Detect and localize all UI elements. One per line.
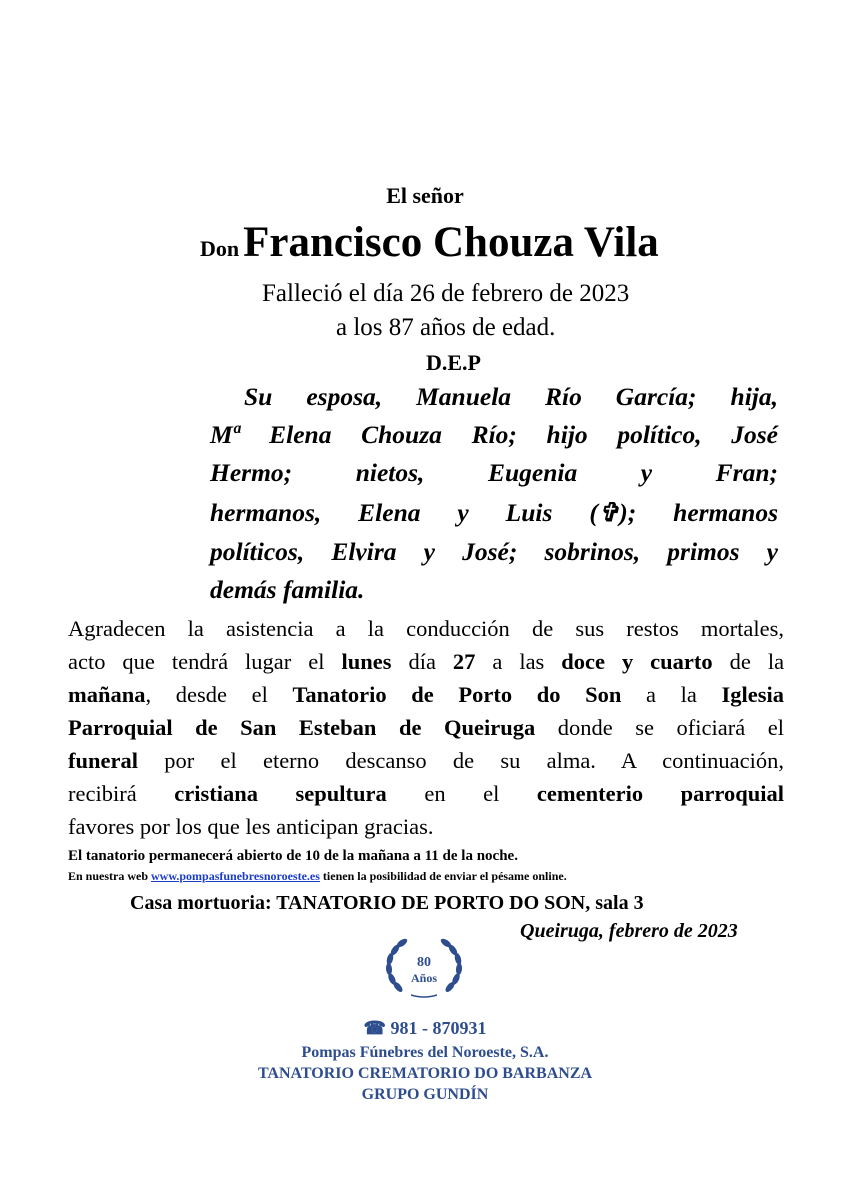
phone-number: ☎ 981 - 870931 [363, 1018, 487, 1038]
anniversary-logo [381, 937, 467, 1001]
company-name: Pompas Fúnebres del Noroeste, S.A. [301, 1044, 549, 1061]
body-line: funeral por el eterno descanso de su alma. A continuación, [68, 748, 785, 773]
title-prefix: Don [200, 236, 240, 261]
group-name: GRUPO GUNDÍN [361, 1086, 489, 1103]
deceased-name-line [200, 218, 800, 267]
deceased-name: Francisco Chouza Vila [243, 219, 659, 266]
web-note: En nuestra web www.pompasfunebresnoroeste.es tienen la posibilidad de enviar el pésame online. [68, 869, 567, 883]
dep-text: D.E.P [426, 350, 481, 375]
family-line: hermanos, Elena y Luis (✞); hermanos [210, 498, 778, 527]
family-line: demás familia. [210, 575, 365, 604]
family-line: Su esposa, Manuela Río García; hija, [244, 382, 778, 411]
website-link[interactable]: www.pompasfunebresnoroeste.es [151, 869, 320, 883]
opening-hours-note: El tanatorio permanecerá abierto de 10 de la mañana a 11 de la noche. [68, 848, 518, 864]
age-text: a los 87 años de edad. [336, 314, 556, 341]
body-line: recibirá cristiana sepultura en el cementerio parroquial [68, 781, 785, 806]
place-date: Queiruga, febrero de 2023 [520, 920, 738, 942]
family-line: Hermo; nietos, Eugenia y Fran; [210, 458, 778, 487]
body-line: Parroquial de San Esteban de Queiruga donde se oficiará el [68, 715, 785, 740]
body-line: favores por los que les anticipan gracias. [68, 814, 434, 839]
logo-number: 80 [417, 955, 431, 970]
family-line: políticos, Elvira y José; sobrinos, primos y [210, 537, 778, 566]
intro-text: El señor [386, 183, 464, 208]
body-line: acto que tendrá lugar el lunes día 27 a las doce y cuarto de la [68, 649, 785, 674]
crematorium-name: TANATORIO CREMATORIO DO BARBANZA [257, 1065, 593, 1082]
funeral-home-location: Casa mortuoria: TANATORIO DE PORTO DO SON, sala 3 [130, 892, 644, 914]
death-date: Falleció el día 26 de febrero de 2023 [262, 280, 630, 307]
family-line: Mª Elena Chouza Río; hijo político, José [210, 420, 778, 449]
body-line: Agradecen la asistencia a la conducción de sus restos mortales, [68, 616, 784, 641]
body-line: mañana, desde el Tanatorio de Porto do Son a la Iglesia [68, 682, 785, 707]
logo-word: Años [410, 971, 438, 985]
